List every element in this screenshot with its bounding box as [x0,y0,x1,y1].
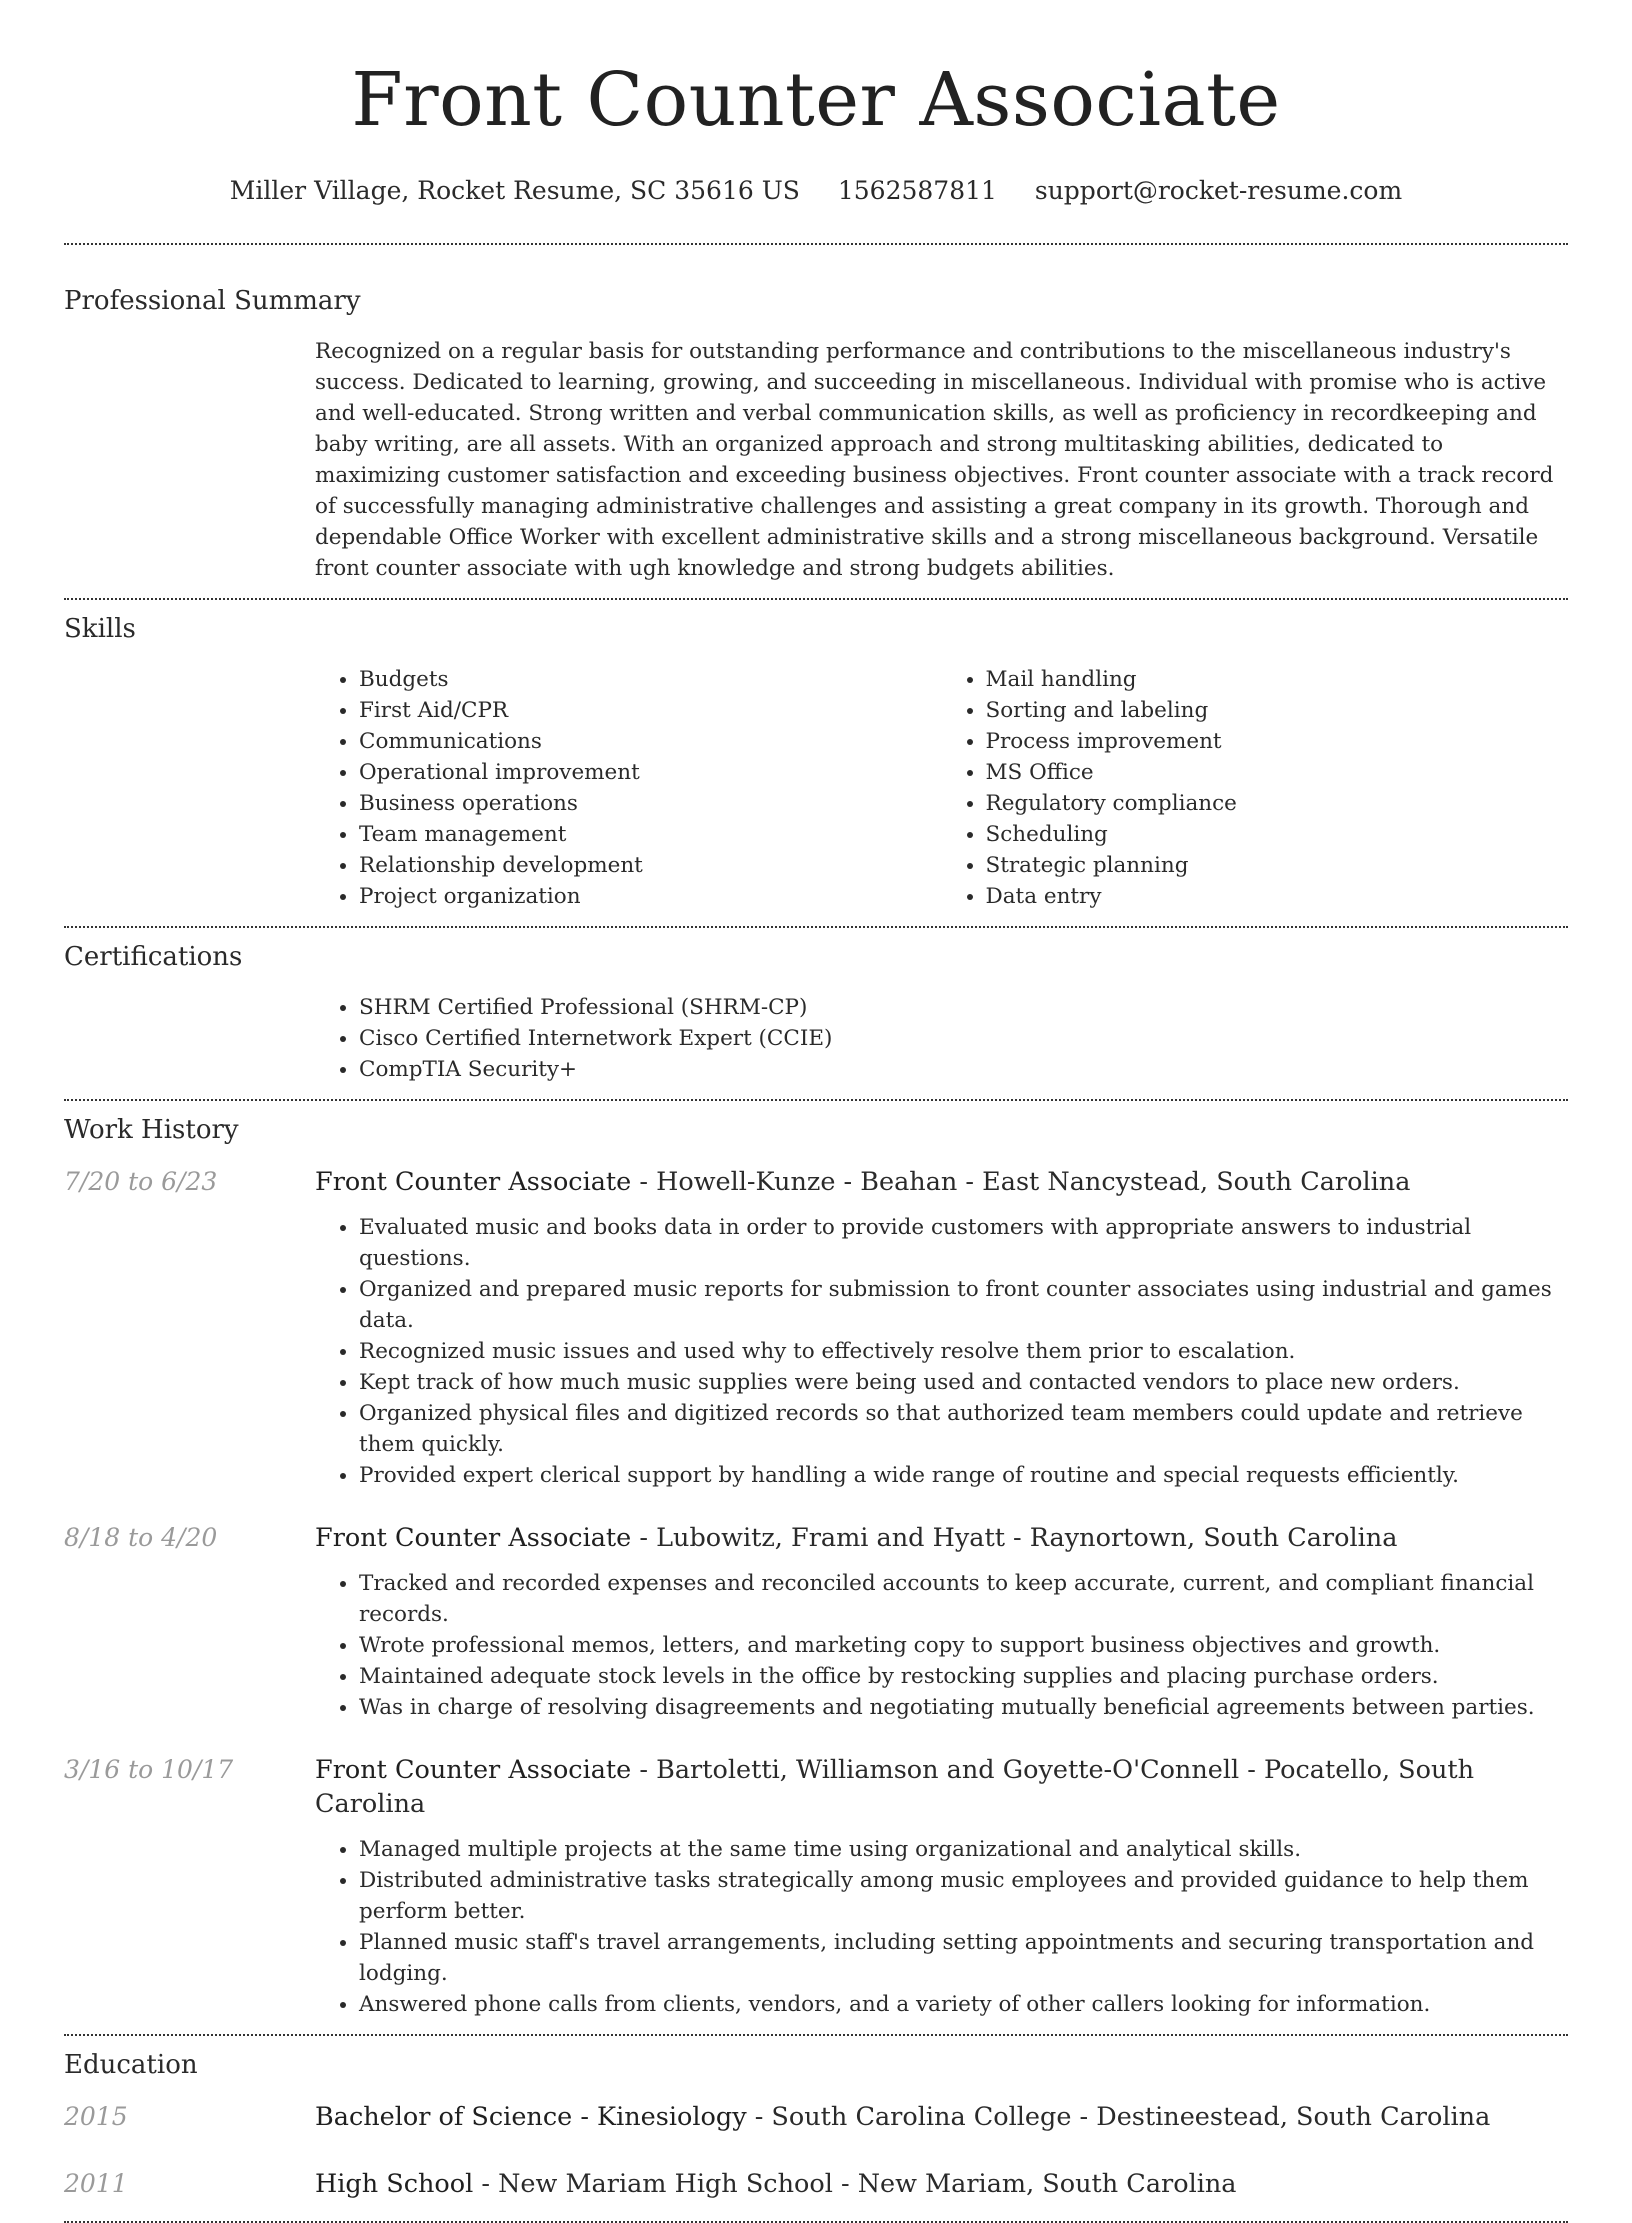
resume-page [64,0,1568,2223]
skill-item: • Scheduling [986,819,1569,850]
resume-name: Front Counter Associate [351,57,1281,143]
job-duty: • Tracked and recorded expenses and reconciled accounts to keep accurate, current, and compliant financial records. [359,1568,1568,1630]
certifications-heading: Certifications [64,942,243,972]
work-history-heading: Work History [64,1115,239,1145]
job-duty: • Planned music staff's travel arrangements, including setting appointments and securing transportation and lodging. [359,1927,1568,1989]
certification-item: • Cisco Certified Internetwork Expert (CCIE) [359,1023,1568,1054]
skill-item: • Operational improvement [359,757,942,788]
certification-item: • SHRM Certified Professional (SHRM-CP) [359,992,1568,1023]
contact-line [64,174,1568,208]
job-duties [315,1212,1568,1491]
job-duty: • Recognized music issues and used why to effectively resolve them prior to escalation. [359,1336,1568,1367]
job-duties-list [315,1212,1568,1491]
job-duty: • Was in charge of resolving disagreements and negotiating mutually beneficial agreements between parties. [359,1692,1568,1723]
certifications-body [315,992,1568,1085]
skill-item: • First Aid/CPR [359,695,942,726]
certifications-list [315,992,1568,1085]
skill-item: • Budgets [359,664,942,695]
job-duties-list [315,1834,1568,2020]
job-entry [64,1165,1568,1491]
job-duty: • Distributed administrative tasks strategically among music employees and provided guidance to help them perform better. [359,1865,1568,1927]
job-title: Front Counter Associate [315,1523,632,1553]
summary-text: Recognized on a regular basis for outstanding performance and contributions to the miscellaneous industry's success. Dedicated to learning, growing, and succeeding in miscellaneous. Individual with promise who is active and well-educated. Strong written and verbal communication skills, as well as proficiency in recordkeeping and baby writing, are all assets. With an organized approach and strong multitasking abilities, dedicated to maximizing customer satisfaction and exceeding business objectives. Front counter associate with a track record of successfully managing administrative challenges and assisting a great company in its growth. Thorough and dependable Office Worker with excellent administrative skills and a strong miscellaneous background. Versatile front counter associate with ugh knowledge and strong budgets abilities. [315,339,1554,581]
job-duty: • Kept track of how much music supplies were being used and contacted vendors to place new orders. [359,1367,1568,1398]
education-degree: High School [315,2169,474,2199]
divider [64,243,1568,245]
job-employer: - Lubowitz, Frami and Hyatt - Raynortown, South Carolina [631,1523,1398,1553]
education-heading-line [315,2100,1490,2134]
job-duty: • Answered phone calls from clients, vendors, and a variety of other callers looking for information. [359,1989,1568,2020]
skill-item: • Process improvement [986,726,1569,757]
certification-item: • CompTIA Security+ [359,1054,1568,1085]
skills-list-right [942,664,1569,912]
education-heading: Education [64,2050,198,2080]
job-heading [315,1521,1397,1555]
divider [64,598,1568,600]
job-dates: 8/18 to 4/20 [64,1523,218,1552]
summary-body [315,336,1568,584]
job-title: Front Counter Associate [315,1755,632,1785]
job-employer: - Howell-Kunze - Beahan - East Nancystead, South Carolina [631,1167,1411,1197]
job-duty: • Organized and prepared music reports for submission to front counter associates using industrial and games data. [359,1274,1568,1336]
education-entry [64,2167,1568,2201]
job-duty: • Wrote professional memos, letters, and marketing copy to support business objectives and growth. [359,1630,1568,1661]
job-duty: • Managed multiple projects at the same time using organizational and analytical skills. [359,1834,1568,1865]
job-dates: 3/16 to 10/17 [64,1755,234,1784]
skills-section [64,612,1568,912]
job-duties-list [315,1568,1568,1723]
skills-grid [315,664,1568,912]
skill-item: • Mail handling [986,664,1569,695]
divider [64,926,1568,928]
contact-email: support@rocket-resume.com [1034,176,1403,205]
education-year: 2011 [64,2169,128,2198]
skill-item: • Business operations [359,788,942,819]
skill-item: • Regulatory compliance [986,788,1569,819]
contact-phone: 1562587811 [837,176,997,205]
education-year: 2015 [64,2102,128,2131]
job-header [64,1753,1568,1821]
skill-item: • Strategic planning [986,850,1569,881]
job-duties [315,1568,1568,1723]
job-header [64,1521,1568,1555]
skill-item: • MS Office [986,757,1569,788]
job-duty: • Maintained adequate stock levels in the office by restocking supplies and placing purchase orders. [359,1661,1568,1692]
job-duty: • Provided expert clerical support by handling a wide range of routine and special requests efficiently. [359,1460,1568,1491]
skills-list-left [315,664,942,912]
job-entry [64,1753,1568,2020]
skill-item: • Communications [359,726,942,757]
skill-item: • Sorting and labeling [986,695,1569,726]
job-title: Front Counter Associate [315,1167,632,1197]
job-employer: - Bartoletti, Williamson and Goyette-O'Connell - Pocatello, South Carolina [315,1755,1475,1819]
skill-item: • Project organization [359,881,942,912]
summary-heading: Professional Summary [64,286,361,316]
skill-item: • Data entry [986,881,1569,912]
work-history-section [64,1113,1568,2020]
skill-item: • Relationship development [359,850,942,881]
education-heading-line [315,2167,1237,2201]
job-duties [315,1834,1568,2020]
divider [64,1099,1568,1101]
job-duty: • Evaluated music and books data in order to provide customers with appropriate answers to industrial questions. [359,1212,1568,1274]
education-degree: Bachelor of Science - Kinesiology [315,2102,747,2132]
education-school: - South Carolina College - Destineestead, South Carolina [746,2102,1491,2132]
job-header [64,1165,1568,1199]
summary-section [64,284,1568,584]
certifications-section [64,940,1568,1085]
job-entry [64,1521,1568,1723]
skills-heading: Skills [64,614,136,644]
divider [64,2034,1568,2036]
job-dates: 7/20 to 6/23 [64,1167,218,1196]
job-heading [315,1165,1410,1199]
contact-address: Miller Village, Rocket Resume, SC 35616 US [229,176,800,205]
education-school: - New Mariam High School - New Mariam, South Carolina [473,2169,1237,2199]
education-section [64,2048,1568,2201]
job-heading [315,1753,1568,1821]
job-duty: • Organized physical files and digitized records so that authorized team members could update and retrieve them quickly. [359,1398,1568,1460]
skill-item: • Team management [359,819,942,850]
education-entry [64,2100,1568,2134]
